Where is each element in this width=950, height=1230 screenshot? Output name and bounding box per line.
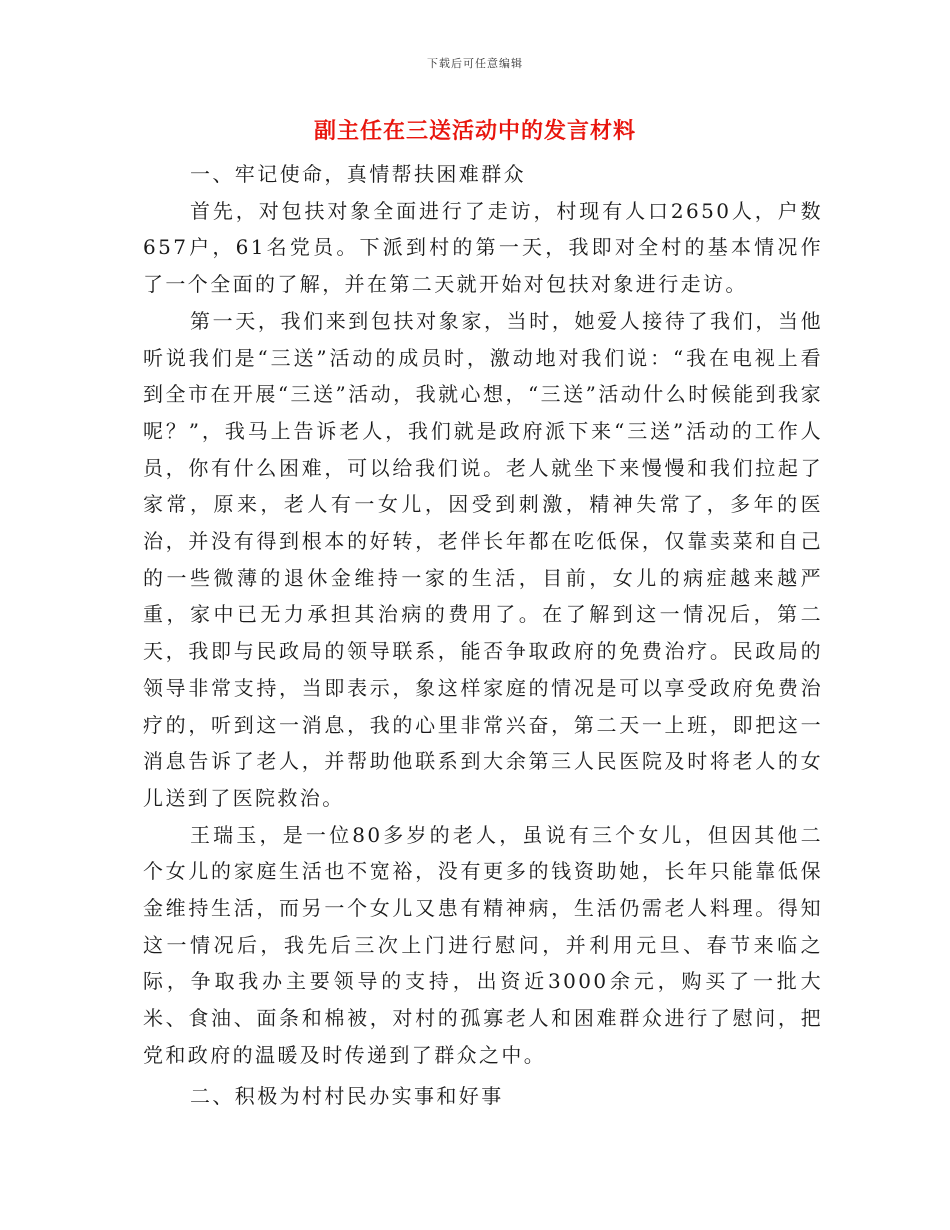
paragraph-2: 第一天，我们来到包扶对象家，当时，她爱人接待了我们，当他听说我们是“三送”活动的成员时，激动地对我们说：“我在电视上看到全市在开展“三送”活动，我就心想，“三送”活动什么时候能到我家呢？”，我马上告诉老人，我们就是政府派下来“三送”活动的工作人员，你有什么困难，可以给我们说。老人就坐下来慢慢和我们拉起了家常，原来，老人有一女儿，因受到刺激，精神失常了，多年的医治，并没有得到根本的好转，老伴长年都在吃低保，仅靠卖菜和自己的一些微薄的退休金维持一家的生活，目前，女儿的病症越来越严重，家中已无力承担其治病的费用了。在了解到这一情况后，第二天，我即与民政局的领导联系，能否争取政府的免费治疗。民政局的领导非常支持，当即表示，象这样家庭的情况是可以享受政府免费治疗的，听到这一消息，我的心里非常兴奋，第二天一上班，即把这一消息告诉了老人，并帮助他联系到大余第三人民医院及时将老人的女儿送到了医院救治。 — [143, 308, 823, 810]
section-heading-1: 一、牢记使命，真情帮扶困难群众 — [190, 162, 526, 186]
section-heading-2: 二、积极为村村民办实事和好事 — [190, 1083, 504, 1108]
document-title: 副主任在三送活动中的发言材料 — [313, 118, 636, 144]
header-note: 下载后可任意编辑 — [427, 57, 523, 70]
document-body — [143, 156, 823, 1114]
paragraph-1: 首先，对包扶对象全面进行了走访，村现有人口2650人，户数657户，61名党员。下派到村的第一天，我即对全村的基本情况作了一个全面的了解，并在第二天就开始对包扶对象进行走访。 — [143, 198, 823, 297]
paragraph-3: 王瑞玉，是一位80多岁的老人，虽说有三个女儿，但因其他二个女儿的家庭生活也不宽裕，没有更多的钱资助她，长年只能靠低保金维持生活，而另一个女儿又患有精神病，生活仍需老人料理。得知这一情况后，我先后三次上门进行慰问，并利用元旦、春节来临之际，争取我办主要领导的支持，出资近3000余元，购买了一批大米、食油、面条和棉被，对村的孤寡老人和困难群众进行了慰问，把党和政府的温暖及时传递到了群众之中。 — [143, 822, 823, 1067]
